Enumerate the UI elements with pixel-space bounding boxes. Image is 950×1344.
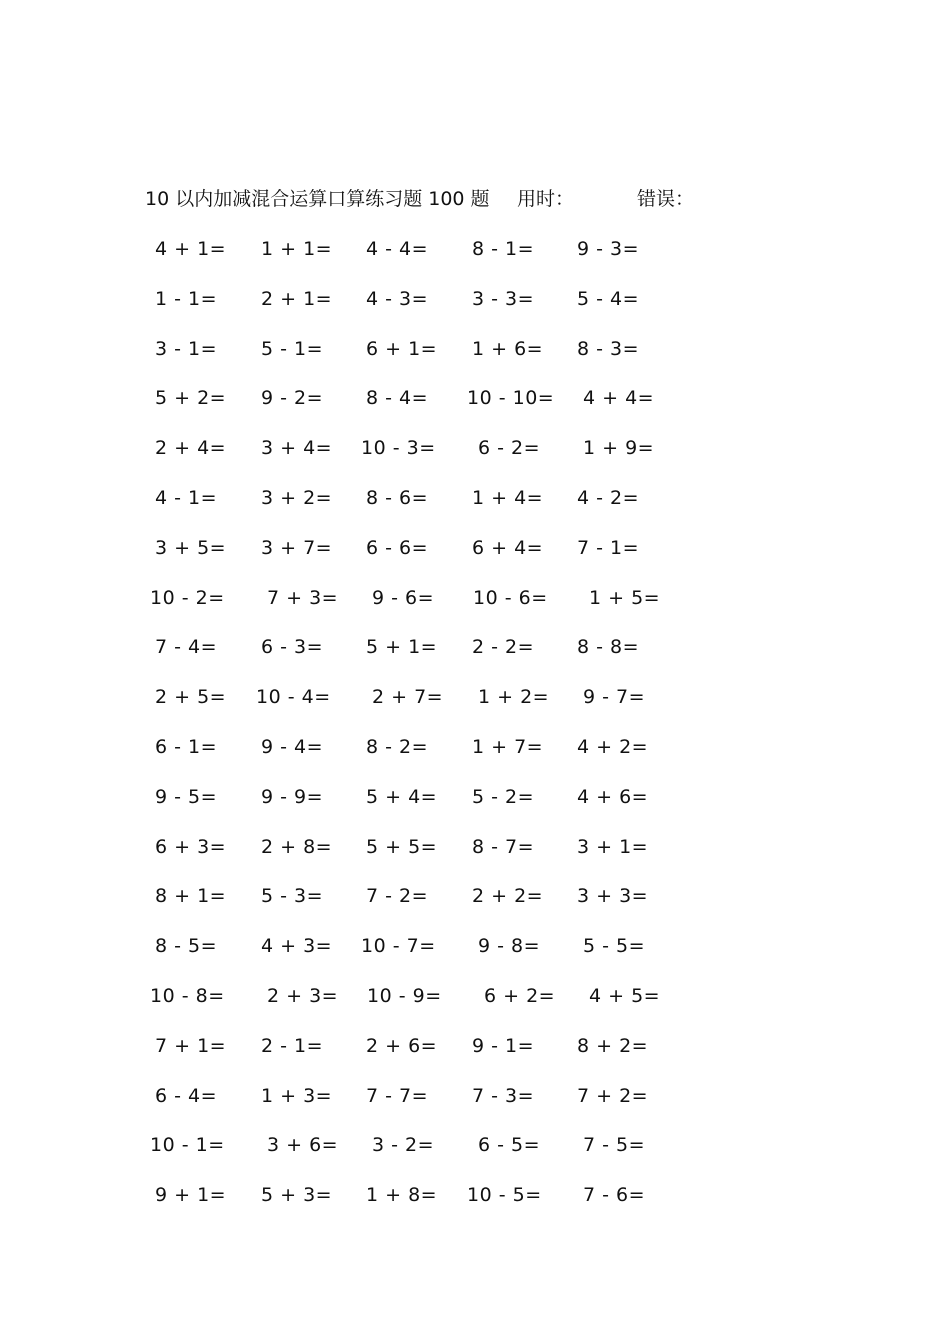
problem-row bbox=[0, 782, 950, 812]
problem-item: 5 + 2= bbox=[155, 387, 227, 410]
problem-item: 2 + 5= bbox=[155, 686, 227, 709]
problem-item: 1 + 5= bbox=[589, 586, 661, 609]
problem-item: 5 - 5= bbox=[583, 935, 646, 958]
problem-item: 2 + 4= bbox=[155, 437, 227, 460]
problem-item: 7 + 1= bbox=[155, 1034, 227, 1057]
problem-item: 8 - 3= bbox=[577, 337, 640, 360]
time-label: 用时： bbox=[517, 188, 575, 210]
problem-item: 5 + 5= bbox=[366, 835, 438, 858]
problem-item: 3 + 3= bbox=[577, 885, 649, 908]
problem-item: 9 - 9= bbox=[261, 785, 324, 808]
worksheet-title: 10 以内加减混合运算口算练习题 100 题 bbox=[145, 188, 490, 210]
problem-item: 3 + 7= bbox=[261, 536, 333, 559]
problem-item: 6 + 1= bbox=[366, 337, 438, 360]
problem-item: 9 - 6= bbox=[372, 586, 435, 609]
problem-row bbox=[0, 1031, 950, 1061]
problem-item: 4 + 1= bbox=[155, 238, 227, 260]
problem-item: 8 - 7= bbox=[472, 835, 535, 858]
problem-row bbox=[0, 334, 950, 364]
problem-item: 4 + 5= bbox=[589, 985, 661, 1007]
problem-item: 1 + 1= bbox=[261, 238, 333, 260]
problem-item: 3 + 4= bbox=[261, 437, 333, 460]
problem-item: 5 - 1= bbox=[261, 337, 324, 360]
problem-item: 8 - 2= bbox=[366, 736, 429, 758]
problem-item: 7 - 5= bbox=[583, 1134, 646, 1157]
problem-item: 5 + 3= bbox=[261, 1184, 333, 1207]
problem-item: 4 - 1= bbox=[155, 487, 218, 509]
problem-item: 2 - 1= bbox=[261, 1034, 324, 1057]
problem-item: 2 + 3= bbox=[267, 985, 339, 1007]
problem-item: 10 - 1= bbox=[150, 1134, 225, 1157]
problem-item: 3 + 6= bbox=[267, 1134, 339, 1157]
problem-item: 1 + 3= bbox=[261, 1084, 333, 1107]
problem-row bbox=[0, 583, 950, 613]
problem-item: 7 + 2= bbox=[577, 1084, 649, 1107]
problem-row bbox=[0, 1180, 950, 1210]
problem-item: 2 + 1= bbox=[261, 287, 333, 310]
problem-item: 2 + 7= bbox=[372, 686, 444, 709]
problem-item: 9 - 4= bbox=[261, 736, 324, 758]
problem-item: 3 - 2= bbox=[372, 1134, 435, 1157]
problem-item: 9 - 2= bbox=[261, 387, 324, 410]
errors-label: 错误： bbox=[637, 188, 695, 210]
problem-row bbox=[0, 1130, 950, 1160]
problem-item: 5 - 2= bbox=[472, 785, 535, 808]
problem-item: 6 + 4= bbox=[472, 536, 544, 559]
problem-item: 10 - 10= bbox=[467, 387, 555, 410]
problem-item: 6 + 3= bbox=[155, 835, 227, 858]
problem-item: 5 + 1= bbox=[366, 636, 438, 659]
problem-item: 1 + 6= bbox=[472, 337, 544, 360]
problem-item: 8 - 4= bbox=[366, 387, 429, 410]
problem-item: 6 - 5= bbox=[478, 1134, 541, 1157]
problem-item: 7 - 1= bbox=[577, 536, 640, 559]
problem-row bbox=[0, 632, 950, 662]
problem-item: 9 - 5= bbox=[155, 785, 218, 808]
problem-row bbox=[0, 1081, 950, 1111]
problem-item: 4 - 3= bbox=[366, 287, 429, 310]
problem-item: 3 + 2= bbox=[261, 487, 333, 509]
problem-item: 8 + 1= bbox=[155, 885, 227, 908]
problem-item: 6 - 4= bbox=[155, 1084, 218, 1107]
problem-row bbox=[0, 732, 950, 762]
problem-item: 10 - 9= bbox=[367, 985, 442, 1007]
problem-row bbox=[0, 931, 950, 961]
problem-item: 2 + 2= bbox=[472, 885, 544, 908]
problem-item: 7 + 3= bbox=[267, 586, 339, 609]
problem-item: 10 - 7= bbox=[361, 935, 436, 958]
problem-item: 10 - 8= bbox=[150, 985, 225, 1007]
problem-item: 5 - 4= bbox=[577, 287, 640, 310]
problem-row bbox=[0, 881, 950, 911]
problem-item: 8 - 1= bbox=[472, 238, 535, 260]
problem-row bbox=[0, 383, 950, 413]
problem-item: 8 - 5= bbox=[155, 935, 218, 958]
problem-row bbox=[0, 234, 950, 264]
problem-item: 7 - 2= bbox=[366, 885, 429, 908]
problem-item: 10 - 2= bbox=[150, 586, 225, 609]
problem-item: 5 + 4= bbox=[366, 785, 438, 808]
problem-item: 3 + 1= bbox=[577, 835, 649, 858]
problem-item: 2 + 6= bbox=[366, 1034, 438, 1057]
problem-item: 10 - 4= bbox=[256, 686, 331, 709]
problem-item: 9 - 3= bbox=[577, 238, 640, 260]
problem-item: 2 + 8= bbox=[261, 835, 333, 858]
problem-item: 8 + 2= bbox=[577, 1034, 649, 1057]
problem-item: 6 - 1= bbox=[155, 736, 218, 758]
problem-item: 6 - 3= bbox=[261, 636, 324, 659]
problem-item: 1 + 9= bbox=[583, 437, 655, 460]
problem-item: 3 - 3= bbox=[472, 287, 535, 310]
problem-item: 10 - 6= bbox=[473, 586, 548, 609]
problem-item: 7 - 7= bbox=[366, 1084, 429, 1107]
problem-row bbox=[0, 533, 950, 563]
problem-row bbox=[0, 284, 950, 314]
problem-item: 9 - 8= bbox=[478, 935, 541, 958]
problem-row bbox=[0, 433, 950, 463]
problem-item: 10 - 5= bbox=[467, 1184, 542, 1207]
problem-item: 8 - 6= bbox=[366, 487, 429, 509]
problem-item: 9 - 1= bbox=[472, 1034, 535, 1057]
problem-item: 6 - 2= bbox=[478, 437, 541, 460]
problem-item: 8 - 8= bbox=[577, 636, 640, 659]
problem-item: 1 + 2= bbox=[478, 686, 550, 709]
problem-item: 1 + 4= bbox=[472, 487, 544, 509]
problem-row bbox=[0, 483, 950, 513]
problem-item: 7 - 6= bbox=[583, 1184, 646, 1207]
problem-item: 1 + 8= bbox=[366, 1184, 438, 1207]
problem-item: 6 - 6= bbox=[366, 536, 429, 559]
problem-item: 4 + 3= bbox=[261, 935, 333, 958]
problem-item: 4 - 2= bbox=[577, 487, 640, 509]
problem-item: 7 - 3= bbox=[472, 1084, 535, 1107]
problem-item: 3 - 1= bbox=[155, 337, 218, 360]
problem-item: 6 + 2= bbox=[484, 985, 556, 1007]
problem-item: 9 - 7= bbox=[583, 686, 646, 709]
problem-item: 3 + 5= bbox=[155, 536, 227, 559]
problem-row bbox=[0, 832, 950, 862]
problem-item: 5 - 3= bbox=[261, 885, 324, 908]
problem-item: 4 + 2= bbox=[577, 736, 649, 758]
problem-item: 9 + 1= bbox=[155, 1184, 227, 1207]
problem-row bbox=[0, 682, 950, 712]
problem-item: 7 - 4= bbox=[155, 636, 218, 659]
problem-item: 10 - 3= bbox=[361, 437, 436, 460]
problem-row bbox=[0, 981, 950, 1011]
problem-item: 4 + 6= bbox=[577, 785, 649, 808]
problem-item: 1 - 1= bbox=[155, 287, 218, 310]
problem-item: 2 - 2= bbox=[472, 636, 535, 659]
problem-item: 1 + 7= bbox=[472, 736, 544, 758]
problem-item: 4 + 4= bbox=[583, 387, 655, 410]
problem-item: 4 - 4= bbox=[366, 238, 429, 260]
